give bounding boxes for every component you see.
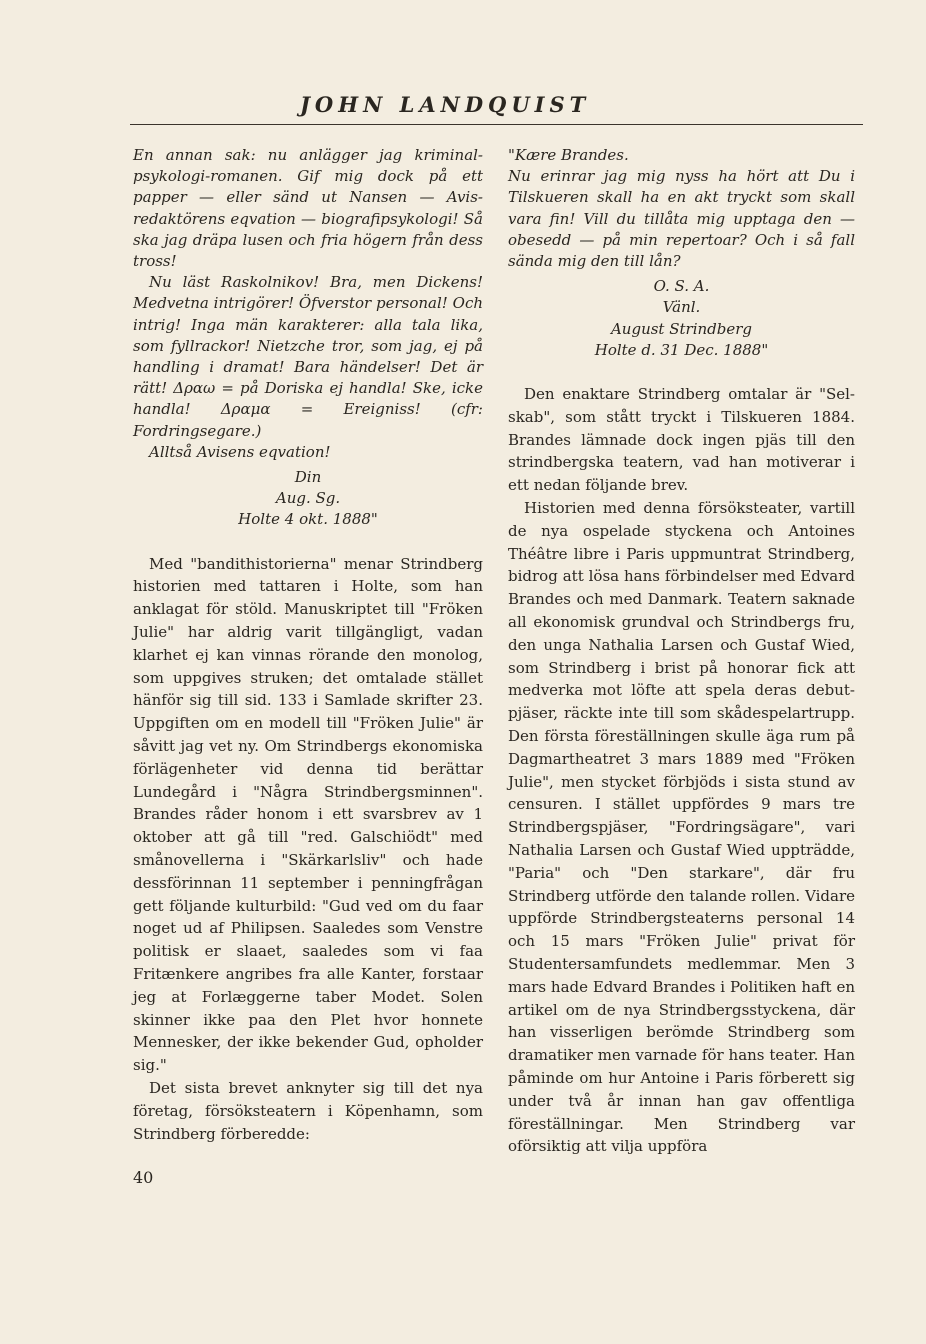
running-head: JOHN LANDQUIST [300, 92, 591, 117]
letter-salutation: "Kære Brandes. [508, 146, 629, 164]
right-column [508, 145, 855, 1158]
body-paragraph-2: Det sista brevet anknyter sig till det nya företag, försöksteatern i Köpenhamn, som Strindberg förberedde: [133, 1078, 483, 1143]
signature-name: August Strindberg [610, 319, 753, 338]
signature-closing: Vänl. [662, 298, 701, 317]
letter-paragraph-1: En annan sak: nu anlägger jag kriminal-psykologi-romanen. Gif mig dock på ett papper — eller sänd ut Nansen — Avis-redaktörens eqvation — biografipsykologi! Så ska jag dräpa lusen och fria högern från dess tross! [133, 146, 483, 271]
page-number: 40 [133, 1168, 154, 1187]
body-paragraph-1: Med "bandithistorierna" menar Strindberg historien med tattaren i Holte, som han anklagat för stöld. Manuskriptet till "Fröken Julie" har aldrig varit tillgängligt, vadan klarhet ej kan vinnas rörande den monolog, som uppgives struken; det omtalade stället hänför sig till sid. 133 i Samlade skrifter 23. Uppgiften om en modell till "Fröken Julie" är såvitt jag vet ny. Om Strindbergs ekonomiska förlägenheter vid denna tid berättar Lundegård i "Några Strindbergsminnen". Brandes råder honom i ett svarsbrev av 1 oktober att gå till "red. Galschiödt" med smånovellerna i "Skärkarlsliv" och hade dessförinnan 11 september i penningfrågan gett följande kulturbild: "Gud ved om du faar noget ud af Philipsen. Saaledes som Venstre politisk er slaaet, saaledes som vi faa Fritænkere angribes fra alle Kanter, forstaar jeg at Forlæggerne taber Modet. Solen skinner ikke paa den Plet hvor honnete Mennesker, der ikke bekender Gud, opholder sig." [133, 554, 483, 1075]
letter-paragraph-3: Alltså Avisens eqvation! [149, 442, 331, 461]
signature-place-date: Holte d. 31 Dec. 1888" [594, 340, 769, 359]
body-paragraph-2: Historien med denna försöksteater, vartill de nya ospelade styckena och Antoines Théâtre libre i Paris uppmuntrat Strindberg, bidrog att lösa hans förbindelser med Edvard Brandes och med Danmark. Teatern saknade all ekonomisk grundval och Strindbergs fru, den unga Nathalia Larsen och Gustaf Wied, som Strindberg i brist på honorar fick att medverka mot löfte att spela deras debut-pjäser, räckte inte till som skådespelartrupp. Den första föreställningen skulle äga rum på Dagmartheatret 3 mars 1889 med "Fröken Julie", men stycket förbjöds i sista stund av censuren. I stället uppfördes 9 mars tre Strindbergspjäser, "Fordringsägare", vari Nathalia Larsen och Gustaf Wied uppträdde, "Paria" och "Den starkare", där fru Strindberg utförde den talande rollen. Vidare uppförde Strindbergsteaterns personal 14 och 15 mars "Fröken Julie" privat för Studentersamfundets medlemmar. Men 3 mars hade Edvard Brandes i Politiken haft en artikel om de nya Strindbergsstyckena, där han visserligen berömde Strindberg som dramatiker men varnade för hans teater. Han påminde om hur Antoine i Paris förberett sig under två år innan han gav offentliga föreställningar. Men Strindberg var oförsiktig att vilja uppföra [508, 499, 855, 1156]
signature-initials: O. S. A. [653, 277, 710, 296]
signature-place-date: Holte 4 okt. 1888" [238, 510, 378, 529]
signature-closing: Din [294, 468, 322, 487]
header-rule [130, 124, 863, 125]
letter-body: Nu erinrar jag mig nyss ha hört att Du i Tilskueren skall ha en akt tryckt som skall vara fin! Vill du tillåta mig upptaga den — obesedd — på min repertoar? Och i så fall sända mig den till lån? [508, 167, 855, 271]
letter-paragraph-2: Nu läst Raskolnikov! Bra, men Dickens! Medvetna intrigörer! Öfverstor personal! Och intrig! Inga män karakterer: alla tala lika, som fyllrackor! Nietzche tror, som jag, ej på handling i dramat! Bara händelser! Det är rätt! Δραω = på Doriska ej handla! Ske, icke handla! Δραμα = Ereigniss! (cfr: Fordringsegare.) [133, 273, 483, 440]
left-column [133, 145, 483, 1145]
body-paragraph-1: Den enaktare Strindberg omtalar är "Sel-skab", som stått tryckt i Tilskueren 1884. Brandes lämnade dock ingen pjäs till den strindbergska teatern, vad han motiverar i ett nedan följande brev. [508, 385, 855, 495]
signature-name: Aug. Sg. [275, 489, 341, 508]
